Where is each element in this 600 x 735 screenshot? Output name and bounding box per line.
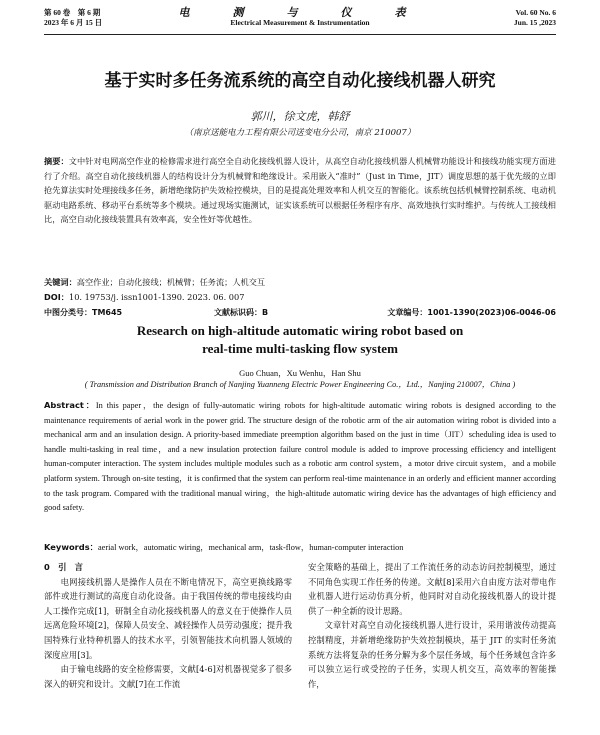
- affiliation-en: ( Transmission and Distribution Branch of Nanjing Yuanneng Electric Power Engineering Co.，Ltd.，Nanjing 210007，China ): [84, 380, 516, 389]
- article-number: [387, 306, 556, 319]
- doi-label: DOI：: [44, 292, 69, 302]
- abstract-cn-label: 摘要：: [44, 156, 69, 166]
- paper-title-cn: 基于实时多任务流系统的高空自动化接线机器人研究: [104, 71, 496, 91]
- keywords-cn: [44, 276, 556, 289]
- section-heading-introduction: 0 引 言: [44, 562, 83, 572]
- abstract-en: [44, 398, 556, 516]
- abstract-cn: [44, 154, 556, 227]
- header-right: [514, 8, 556, 28]
- clc-value: TM645: [92, 308, 123, 317]
- article-number-label: 文章编号：: [387, 308, 428, 317]
- volume-cn: 第 60 卷 第 6 期: [44, 8, 101, 17]
- body-paragraph: 文章针对高空自动化接线机器人进行设计，采用谐波传动提高控制精度，并新增绝缘防护失效控制模块，基于 JIT 的实时任务流系统方法将复杂的任务分解为多个层任务域，每个任务域包含许多可以独立运行或受控的子任务，实现人机交互，高效率的智能操作，: [308, 620, 556, 689]
- header-center: [44, 8, 556, 28]
- body-paragraph: 由于输电线路的安全检修需要，文献[4-6]对机器视觉多了很多深入的研究和设计。文献[7]在工作流: [44, 664, 292, 689]
- document-code: [214, 306, 268, 319]
- authors-cn: 郭川，徐文虎，韩舒: [250, 110, 350, 123]
- keywords-en: [44, 541, 556, 554]
- authors-en: Guo Chuan，Xu Wenhu，Han Shu: [239, 368, 361, 378]
- title-en-line2: real-time multi-tasking flow system: [202, 341, 398, 356]
- keywords-cn-label: 关键词：: [44, 277, 77, 287]
- header-rule: [44, 34, 556, 35]
- clc-label: 中图分类号：: [44, 308, 92, 317]
- date-en: Jun. 15 ,2023: [513, 18, 556, 27]
- keywords-en-text: aerial work，automatic wiring，mechanical arm，task-flow，human-computer interaction: [97, 543, 404, 552]
- date-cn: 2023 年 6 月 15 日: [44, 18, 103, 27]
- article-number-value: 1001-1390(2023)06-0046-06: [427, 308, 556, 317]
- clc-number: [44, 306, 122, 319]
- doi-line: [44, 291, 556, 304]
- abstract-cn-text: 文中针对电网高空作业的检修需求进行高空全自动化接线机器人设计，从高空自动化接线机器人机械臂功能设计和接线功能实现方面进行了介绍。高空自动化接线机器人的结构设计分为机械臂和绝缘设计。采用嵌入“准时”（Just in Time，JIT）调度思想的基于优先级的立即抢先算法实时处理接线多任务，新增绝缘防护失效检控模块，目的是提高处理效率和人机交互的智能化。该系统包括机械臂控制系统、电动机驱动电路系统、移动平台系统等多个模块。通过现场实施测试，证实该系统可以根据任务程序有序、高效地执行实时维护。与传统人工接线相比，高空自动化接线装置具有效率高，安全性好等优越性。: [44, 156, 556, 225]
- affiliation-cn: （南京送能电力工程有限公司送变电分公司，南京 210007）: [184, 128, 416, 138]
- journal-name-en: Electrical Measurement & Instrumentation: [230, 18, 370, 27]
- title-en-line1: Research on high-altitude automatic wiring robot based on: [136, 323, 464, 338]
- body-paragraph: 安全策略的基础上，提出了工作流任务的动态访问控制模型，通过不同角色实现工作任务的传递。文献[8]采用六自由度方法对带电作业机器人进行运动仿真分析，他同时对自动化接线机器人的设计提供了一种全新的设计思路。: [308, 562, 556, 616]
- journal-name-cn: 电 测 与 仪 表: [178, 7, 422, 19]
- abstract-en-text: In this paper，the design of fully-automatic wiring robots for high-altitude automatic wiring robots is designed according to the maintenance requirements of aerial work in the power grid. The structure design of the robotic arm of the air automation wiring robot is divided into a mechanical arm and an insulation design. A priority-based immediate preemption algorithm based on the just in time（JIT）scheduling idea is used to handle multi-tasking in real time，and a new insulation protection failure control module is added to improve processing efficiency and intelligent human-computer interaction. The system includes multiple modules such as a robotic arm control system，a motor drive circuit system，and a mobile platform system. Through on-site testing，it is confirmed that the system can perform real-time maintenance in an orderly and efficient manner according to the task program. Compared with the traditional manual wiring，the high-altitude automatic wiring device has the advantages of high efficiency and good safety.: [44, 401, 556, 513]
- doc-code-label: 文献标识码：: [214, 308, 262, 317]
- abstract-en-label: Abstract：: [44, 400, 96, 410]
- keywords-cn-text: 高空作业；自动化接线；机械臂；任务流；人机交互: [76, 277, 266, 287]
- doc-code-value: B: [262, 308, 269, 317]
- body-paragraph: 电网接线机器人是操作人员在不断电情况下，高空更换线路零部件或进行测试的高度自动化设备。由于我国传统的带电接线均由人工操作完成[1]，研制全自动化接线机器人的意义在于使操作人员远离危险环境[2]，保障人员安全、减轻操作人员劳动强度；提升我国特殊行业特种机器人的技术水平，引领智能技术向机器人领域的深度应用[3]。: [44, 576, 292, 660]
- body-column-right: [308, 560, 556, 691]
- keywords-en-label: Keywords：: [44, 542, 98, 552]
- paper-title-en: [0, 322, 600, 358]
- running-header: [44, 8, 556, 34]
- body-column-left: [44, 560, 292, 691]
- volume-en: Vol. 60 No. 6: [515, 8, 556, 17]
- doi-value: 10. 19753/j. issn1001-1390. 2023. 06. 007: [69, 292, 245, 302]
